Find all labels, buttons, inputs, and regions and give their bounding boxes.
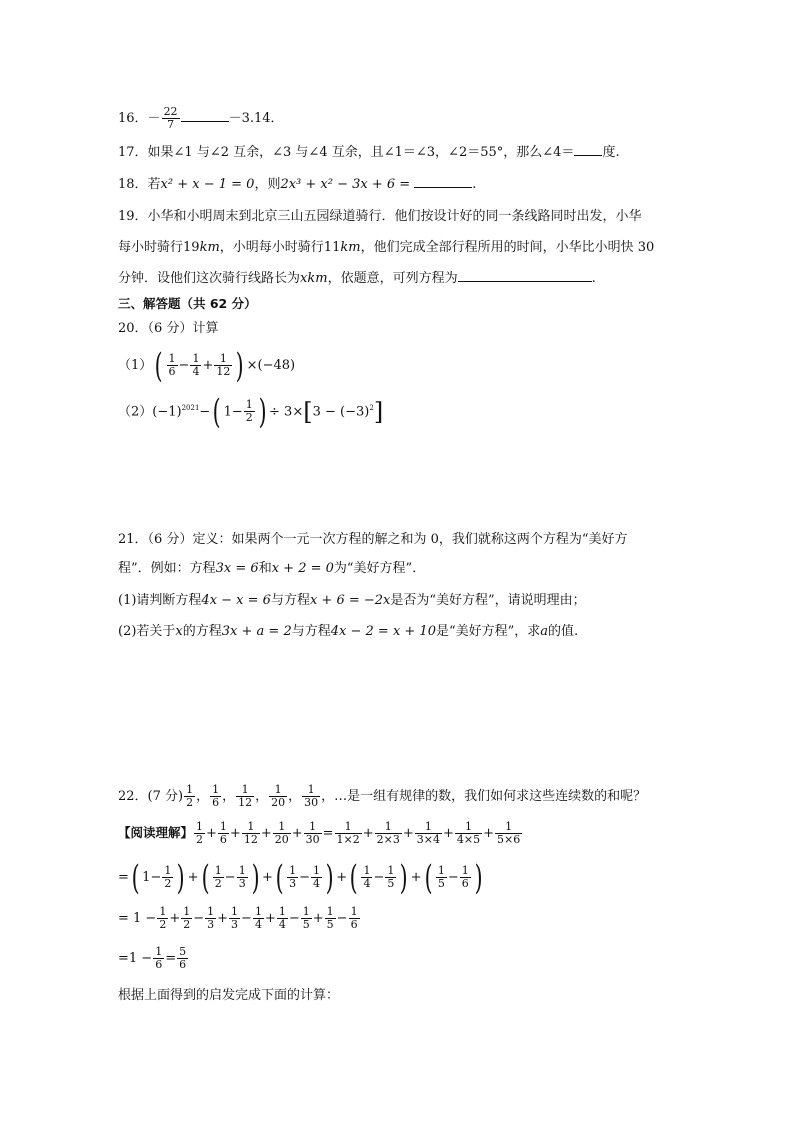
reading-comprehension-line-1: 【阅读理解】 $\frac{1}{2}$ + $\frac{1}{6}$ + $\frac{1}{12}$ + $\frac{1}{20}$ + $\frac{1}{30}$ = $\frac{1}{1\times 2}$ + $\frac{1}{2\times 3}$ + $\frac{1}{3\times 4}$ + $\frac{1}{4\times 5}$ + $\frac{1}{5\times 6}$: [118, 820, 521, 846]
answer-blank[interactable]: [574, 143, 602, 156]
question-19-line-1: 19．小华和小明周末到北京三山五园绿道骑行．他们按设计好的同一条线路同时出发，小华: [118, 209, 642, 224]
fraction: $\frac{1}{2}$: [245, 398, 253, 425]
fraction: $\frac{1}{30}$: [304, 783, 319, 809]
reading-comprehension-line-4: =1 − $\frac{1}{6}$ = $\frac{5}{6}$: [118, 945, 187, 971]
question-21-line-4: (2)若关于x的方程3x + a = 2与方程4x − 2 = x + 10是“美好方程”，求a的值.: [118, 624, 579, 639]
fraction: $\frac{1}{12}$: [216, 352, 231, 378]
question-21-line-1: 21．（6 分）定义：如果两个一元一次方程的解之和为 0，我们就称这两个方程为“美好方: [118, 532, 628, 547]
fraction: $\frac{22}{7}$: [163, 105, 178, 131]
fraction: $\frac{1}{2}$: [186, 783, 194, 809]
question-21-line-2: 程”．例如：方程3x = 6和x + 2 = 0为“美好方程”．: [118, 561, 426, 576]
answer-blank[interactable]: [458, 269, 592, 282]
section-heading: 三、解答题（共 62 分）: [118, 296, 257, 311]
question-19-line-3: 分钟．设他们这次骑行线路长为xkm，依题意，可列方程为 .: [118, 271, 596, 286]
fraction: $\frac{1}{6}$: [212, 783, 220, 809]
reading-comprehension-line-2: =( 1− $\frac{1}{2}$ ) +( $\frac{1}{2}$ − $\frac{1}{3}$ ) +( $\frac{1}{3}$ − $\frac{1}{4}$ ) +( $\frac{1}{4}$ − $\frac{1}{5}$ ) +( $\frac{1}{5}$ − $\frac{1}{6}$ ): [118, 857, 483, 898]
question-18: 18．若x² + x − 1 = 0，则2x³ + x² − 3x + 6 = .: [118, 177, 477, 192]
fraction: $\frac{1}{6}$: [168, 352, 176, 378]
question-22-intro: 22．(7 分) $\frac{1}{2}$ ， $\frac{1}{6}$ ， $\frac{1}{12}$ ， $\frac{1}{20}$ ， $\frac{1}{30}$ ，…是一组有规律的数，我们如何求这些连续数的和呢？: [118, 783, 647, 809]
answer-blank[interactable]: [414, 175, 472, 188]
question-20-title: 20．（6 分）计算: [118, 321, 219, 336]
fraction: $\frac{1}{20}$: [271, 783, 286, 809]
question-20-part-2: $(2)(-1)^{2021}-$( 1− $\frac{1}{2}$ ) ÷ $3\times[3 - (-3)^2]$: [118, 391, 384, 432]
question-19-line-2: 每小时骑行19km，小明每小时骑行11km，他们完成全部行程所用的时间，小华比小明快 30: [118, 240, 655, 255]
fraction: $\frac{1}{4}$: [192, 352, 200, 378]
question-20-part-1: （1）( $\frac{1}{6}$ − $\frac{1}{4}$ + $\frac{1}{12}$ ) ×(−48): [118, 345, 296, 386]
fraction: $\frac{1}{12}$: [238, 783, 253, 809]
answer-blank[interactable]: [181, 109, 229, 122]
question-16: 16．－ $\frac{22}{7}$ －3.14．: [118, 105, 284, 131]
closing-instruction: 根据上面得到的启发完成下面的计算：: [118, 988, 340, 1003]
question-17: 17．如果∠1 与∠2 互余，∠3 与∠4 互余，且∠1＝∠3，∠2＝55°，那么∠4＝ 度.: [118, 145, 620, 160]
question-21-line-3: (1)请判断方程4x − x = 6与方程x + 6 = −2x是否为“美好方程”，请说明理由；: [118, 593, 586, 608]
reading-comprehension-line-3: = 1 − $\frac{1}{2}$ + $\frac{1}{2}$ − $\frac{1}{3}$ + $\frac{1}{3}$ − $\frac{1}{4}$ + $\frac{1}{4}$ − $\frac{1}{5}$ + $\frac{1}{5}$ − $\frac{1}{6}$: [118, 905, 358, 931]
